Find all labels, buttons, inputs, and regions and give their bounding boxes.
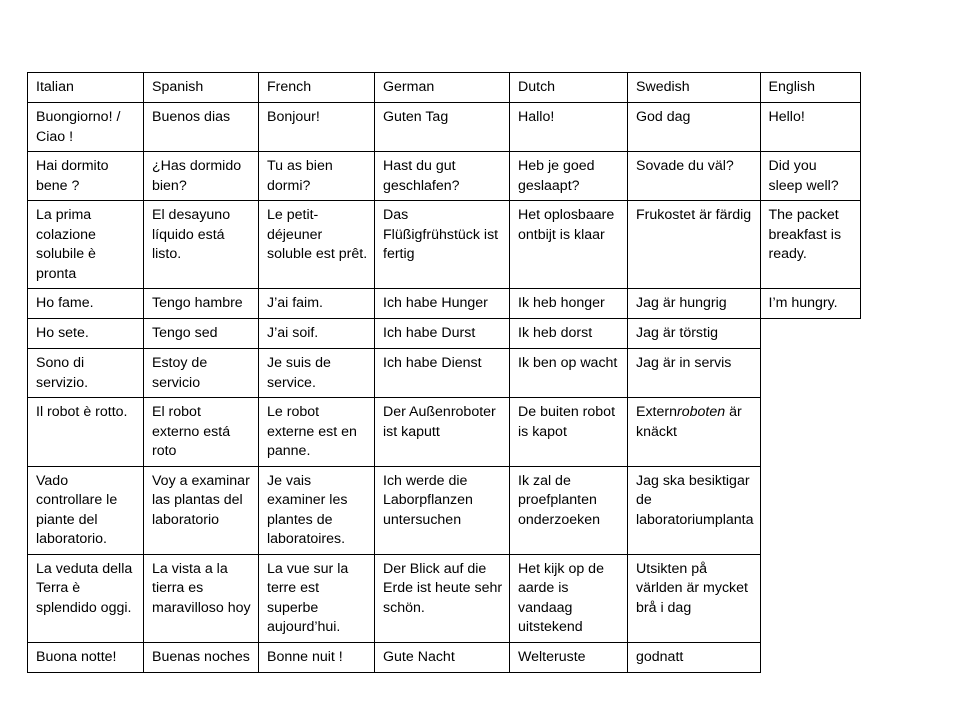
table-cell: God dag — [628, 103, 761, 152]
empty-cell — [760, 642, 860, 672]
phrase-table — [27, 72, 861, 673]
table-cell: J’ai faim. — [259, 289, 375, 319]
table-cell: Hallo! — [510, 103, 628, 152]
table-cell: Ich habe Durst — [375, 319, 510, 349]
table-cell: Guten Tag — [375, 103, 510, 152]
table-cell: Hello! — [760, 103, 860, 152]
table-cell: Vado controllare le piante del laboratorio. — [28, 466, 144, 554]
table-cell: Sovade du väl? — [628, 152, 761, 201]
table-cell: La vista a la tierra es maravilloso hoy — [144, 554, 259, 642]
table-cell: Ik zal de proefplanten onderzoeken — [510, 466, 628, 554]
table-cell: I’m hungry. — [760, 289, 860, 319]
table-cell: Jag är hungrig — [628, 289, 761, 319]
table-row — [28, 103, 861, 152]
table-cell: ¿Has dormido bien? — [144, 152, 259, 201]
table-cell: Tu as bien dormi? — [259, 152, 375, 201]
table-cell: Jag ska besiktigar de laboratoriumplanta — [628, 466, 761, 554]
table-cell: Der Blick auf die Erde ist heute sehr schön. — [375, 554, 510, 642]
table-cell: Het kijk op de aarde is vandaag uitstekend — [510, 554, 628, 642]
table-row — [28, 642, 861, 672]
table-row — [28, 152, 861, 201]
table-cell: Der Außenroboter ist kaputt — [375, 398, 510, 467]
table-cell: Buona notte! — [28, 642, 144, 672]
header-cell: Swedish — [628, 73, 761, 103]
table-cell-mixed — [628, 398, 761, 467]
table-cell: Tengo hambre — [144, 289, 259, 319]
header-cell: Dutch — [510, 73, 628, 103]
table-cell: Jag är törstig — [628, 319, 761, 349]
empty-cell — [760, 349, 860, 398]
table-row — [28, 554, 861, 642]
table-cell: Voy a examinar las plantas del laboratorio — [144, 466, 259, 554]
table-cell: Le petit-déjeuner soluble est prêt. — [259, 201, 375, 289]
table-cell: Estoy de servicio — [144, 349, 259, 398]
table-cell: Buongiorno! / Ciao ! — [28, 103, 144, 152]
table-cell: Sono di servizio. — [28, 349, 144, 398]
table-cell: Did you sleep well? — [760, 152, 860, 201]
table-cell: El desayuno líquido está listo. — [144, 201, 259, 289]
table-cell: Buenos dias — [144, 103, 259, 152]
table-cell: Frukostet är färdig — [628, 201, 761, 289]
table-cell: Tengo sed — [144, 319, 259, 349]
empty-cell — [760, 319, 860, 349]
table-row — [28, 466, 861, 554]
header-cell: Spanish — [144, 73, 259, 103]
table-cell: Ik heb dorst — [510, 319, 628, 349]
empty-cell — [760, 466, 860, 554]
table-cell: Welteruste — [510, 642, 628, 672]
table-cell: Hast du gut geschlafen? — [375, 152, 510, 201]
table-row — [28, 201, 861, 289]
table-cell: godnatt — [628, 642, 761, 672]
text-plain: är knäckt — [636, 404, 742, 440]
text-italic: roboten — [677, 404, 726, 420]
table-row — [28, 398, 861, 467]
table-cell: Das Flüßigfrühstück ist fertig — [375, 201, 510, 289]
table-cell: Ik heb honger — [510, 289, 628, 319]
table-row — [28, 319, 861, 349]
table-cell: Bonne nuit ! — [259, 642, 375, 672]
table-cell: De buiten robot is kapot — [510, 398, 628, 467]
table-cell: La veduta della Terra è splendido oggi. — [28, 554, 144, 642]
header-cell: German — [375, 73, 510, 103]
table-cell: Gute Nacht — [375, 642, 510, 672]
table-cell: Jag är in servis — [628, 349, 761, 398]
table-cell: Heb je goed geslaapt? — [510, 152, 628, 201]
table-cell: La prima colazione solubile è pronta — [28, 201, 144, 289]
header-cell: Italian — [28, 73, 144, 103]
table-cell: Hai dormito bene ? — [28, 152, 144, 201]
table-cell: La vue sur la terre est superbe aujourd’hui. — [259, 554, 375, 642]
empty-cell — [760, 398, 860, 467]
table-cell: J’ai soif. — [259, 319, 375, 349]
table-cell: Ich habe Hunger — [375, 289, 510, 319]
table-cell: Buenas noches — [144, 642, 259, 672]
table-cell: Ik ben op wacht — [510, 349, 628, 398]
table-cell: Le robot externe est en panne. — [259, 398, 375, 467]
table-cell: Ich habe Dienst — [375, 349, 510, 398]
empty-cell — [760, 554, 860, 642]
table-cell: Je vais examiner les plantes de laboratoires. — [259, 466, 375, 554]
table-header-row — [28, 73, 861, 103]
table-cell: Utsikten på världen är mycket brå i dag — [628, 554, 761, 642]
table-cell: Il robot è rotto. — [28, 398, 144, 467]
phrase-table-container — [27, 72, 861, 673]
text-plain: Extern — [636, 404, 678, 420]
header-cell: French — [259, 73, 375, 103]
header-cell: English — [760, 73, 860, 103]
table-cell: Ich werde die Laborpflanzen untersuchen — [375, 466, 510, 554]
table-cell: Ho sete. — [28, 319, 144, 349]
table-cell: Ho fame. — [28, 289, 144, 319]
table-cell: Je suis de service. — [259, 349, 375, 398]
table-cell: Bonjour! — [259, 103, 375, 152]
table-row — [28, 349, 861, 398]
table-cell: Het oplosbaare ontbijt is klaar — [510, 201, 628, 289]
table-row — [28, 289, 861, 319]
table-cell: The packet breakfast is ready. — [760, 201, 860, 289]
table-cell: El robot externo está roto — [144, 398, 259, 467]
